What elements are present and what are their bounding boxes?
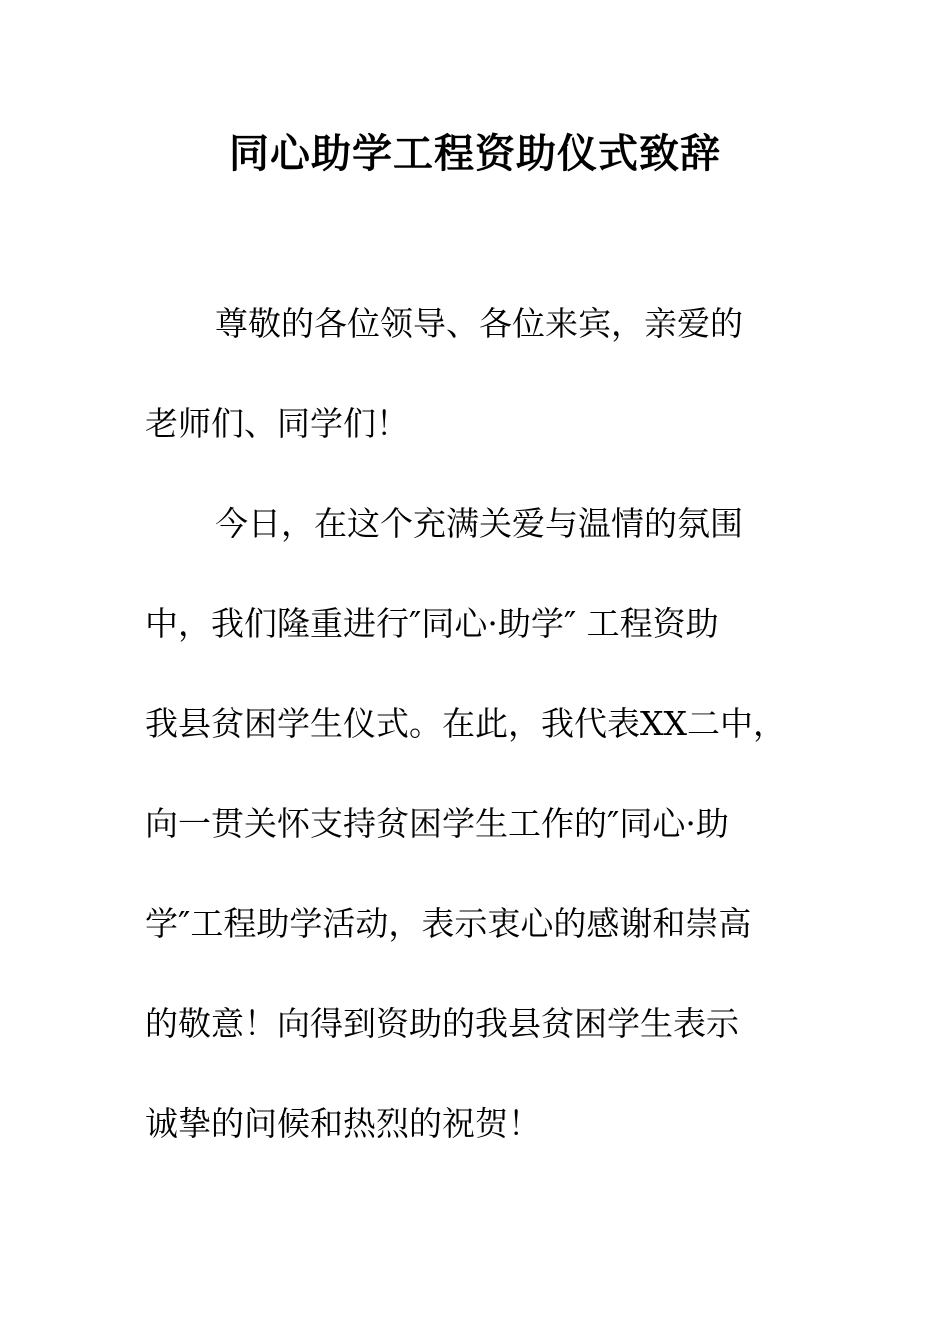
text-line: 向一贯关怀支持贫困学生工作的″同心·助 <box>145 804 729 843</box>
text-line: 学″工程助学活动，表示衷心的感谢和崇高 <box>145 904 752 943</box>
text-line: 尊敬的各位领导、各位来宾，亲爱的 <box>215 304 743 343</box>
text-line: 诚挚的问候和热烈的祝贺！ <box>145 1104 541 1143</box>
text-line: 我县贫困学生仪式。在此，我代表XX二中， <box>145 704 786 743</box>
text-line: 的敬意！向得到资助的我县贫困学生表示 <box>145 1004 739 1043</box>
text-line: 老师们、同学们！ <box>145 404 409 443</box>
text-line: 今日，在这个充满关爱与温情的氛围 <box>215 504 743 543</box>
document-title: 同心助学工程资助仪式致辞 <box>229 130 721 177</box>
text-line: 中，我们隆重进行″同心·助学″ 工程资助 <box>145 604 719 643</box>
